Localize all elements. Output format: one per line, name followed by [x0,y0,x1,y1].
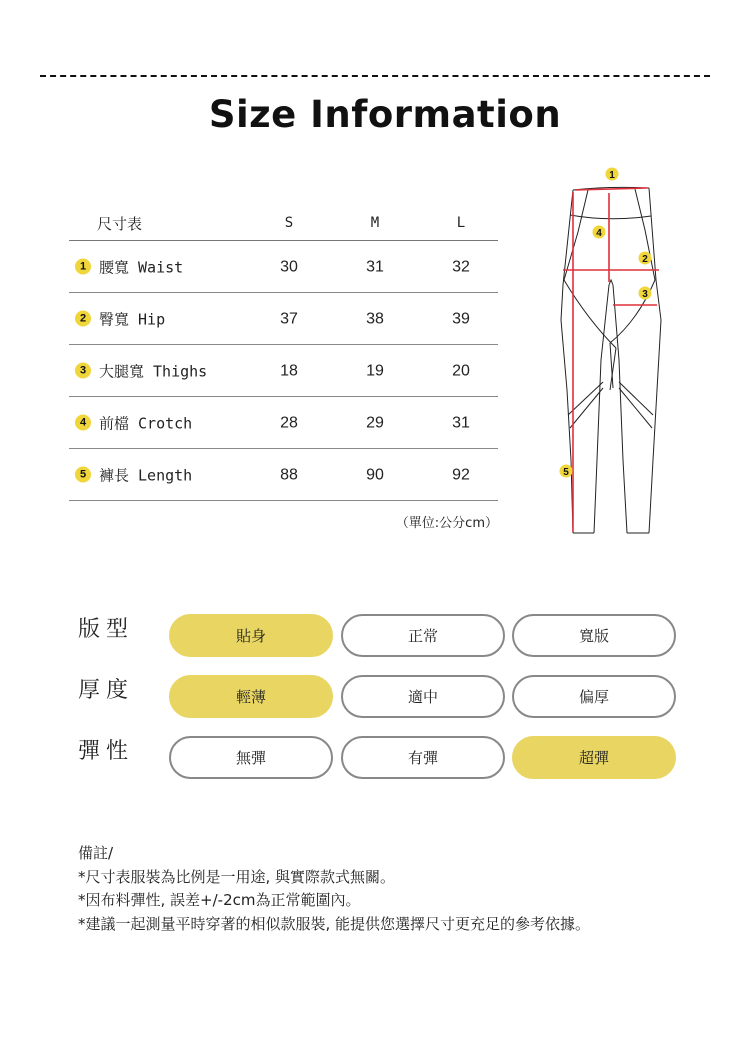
notes-title: 備註/ [78,844,114,862]
value-m: 29 [366,414,384,431]
value-l: 92 [452,466,470,483]
page-title: Size Information [208,93,562,136]
note-line: *因布料彈性, 誤差+/-2cm為正常範圍內。 [78,891,361,909]
value-s: 30 [280,258,298,275]
table-row-crotch [69,397,498,449]
table-row-waist [69,241,498,293]
value-l: 31 [452,414,470,431]
value-s: 28 [280,414,298,431]
option-pill: 無彈 [169,736,333,779]
value-l: 39 [452,310,470,327]
attribute-row-thickness [78,673,688,734]
value-m: 19 [366,362,384,379]
notes-section [78,842,590,936]
note-line: *建議一起測量平時穿著的相似款服裝, 能提供您選擇尺寸更充足的參考依據。 [78,914,591,933]
row-label: 腰寬 Waist [99,258,184,276]
dashed-divider [40,75,710,77]
option-pill-selected: 超彈 [512,736,676,779]
row-label: 大腿寬 Thighs [99,362,208,380]
value-s: 37 [280,310,298,327]
table-row-length [69,449,498,501]
note-line: *尺寸表服裝為比例是一用途, 與實際款式無關。 [78,867,396,886]
value-m: 31 [366,258,384,275]
value-s: 18 [280,362,298,379]
svg-text:5: 5 [563,467,569,478]
attribute-label: 版型 [78,617,135,642]
attribute-label: 厚度 [78,678,135,703]
row-label: 褲長 Length [99,466,193,484]
fabric-attributes [78,612,688,795]
option-pill: 偏厚 [512,675,676,718]
row-label: 臀寬 Hip [99,310,166,328]
attribute-row-fit [78,612,688,673]
option-pill: 正常 [341,614,505,657]
table-header: 尺寸表 S M L [69,190,498,241]
number-badge-icon: 2 [75,311,91,327]
number-badge-icon: 3 [75,363,91,379]
option-pill-selected: 輕薄 [169,675,333,718]
value-s: 88 [280,466,298,483]
svg-text:1: 1 [609,170,615,181]
unit-note: （單位:公分cm） [395,516,498,531]
value-l: 32 [452,258,470,275]
number-badge-icon: 5 [75,467,91,483]
svg-text:2: 2 [642,254,648,265]
attribute-row-elasticity [78,734,688,795]
table-row-thighs [69,345,498,397]
option-pill-selected: 貼身 [169,614,333,657]
table-row-hip [69,293,498,345]
number-badge-icon: 1 [75,259,91,275]
row-label: 前檔 Crotch [99,414,193,432]
value-l: 20 [452,362,470,379]
size-table [69,190,498,531]
leggings-diagram [553,160,673,540]
option-pill: 有彈 [341,736,505,779]
header-label: 尺寸表 [97,215,143,233]
svg-text:3: 3 [642,289,648,300]
option-pill: 寬版 [512,614,676,657]
svg-text:4: 4 [596,228,602,239]
option-pill: 適中 [341,675,505,718]
value-m: 90 [366,466,384,483]
value-m: 38 [366,310,384,327]
attribute-label: 彈性 [78,739,135,764]
number-badge-icon: 4 [75,415,91,431]
